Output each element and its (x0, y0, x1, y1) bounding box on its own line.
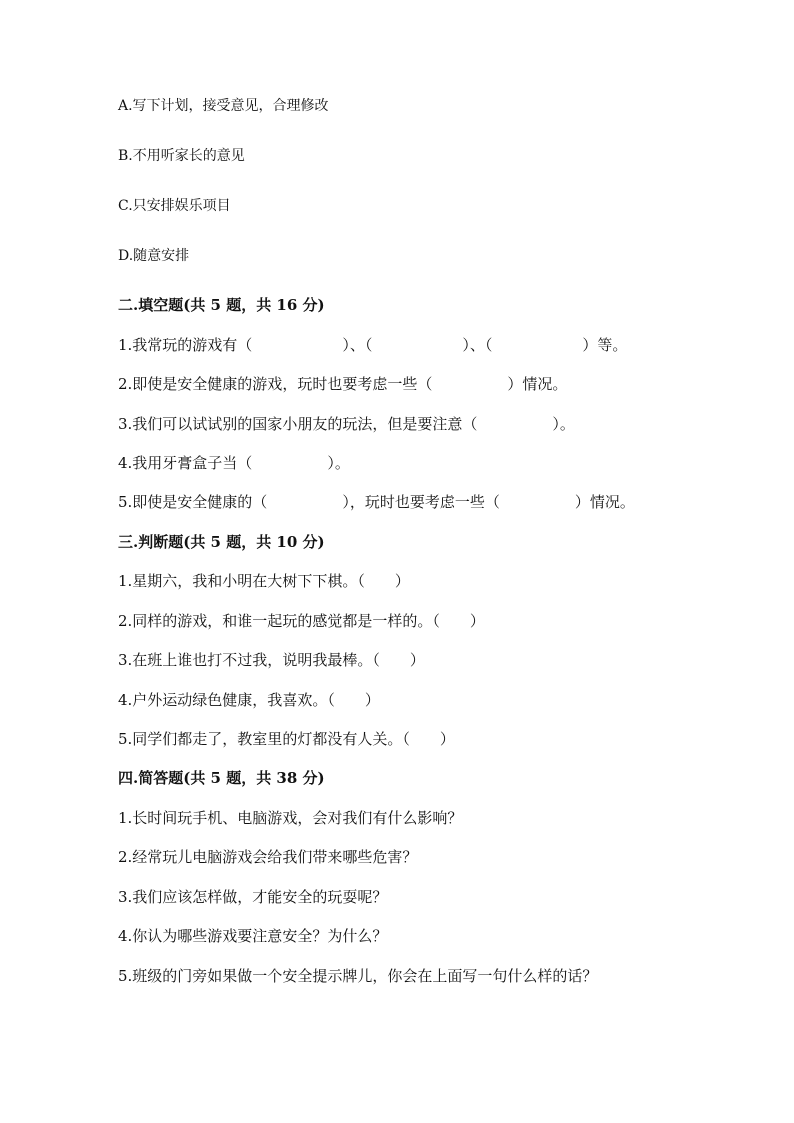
short-answer-item-3: 3.我们应该怎样做，才能安全的玩耍呢？ (118, 888, 388, 906)
section-heading-short-answer: 四.简答题(共 5 题，共 38 分) (118, 769, 325, 787)
section-heading-true-false: 三.判断题(共 5 题，共 10 分) (118, 533, 325, 551)
fill-blank-item-2: 2.即使是安全健康的游戏，玩时也要考虑一些（ ）情况。 (118, 375, 568, 393)
true-false-item-3: 3.在班上谁也打不过我，说明我最棒。（ ） (118, 651, 425, 669)
short-answer-item-2: 2.经常玩儿电脑游戏会给我们带来哪些危害？ (118, 848, 418, 866)
true-false-item-1: 1.星期六，我和小明在大树下下棋。（ ） (118, 572, 410, 590)
choice-option-c: C.只安排娱乐项目 (118, 198, 231, 214)
section-heading-fill-blank: 二.填空题(共 5 题，共 16 分) (118, 296, 325, 314)
true-false-item-5: 5.同学们都走了，教室里的灯都没有人关。（ ） (118, 730, 455, 748)
choice-option-b: B.不用听家长的意见 (118, 148, 245, 164)
choice-option-d: D.随意安排 (118, 248, 190, 264)
short-answer-item-5: 5.班级的门旁如果做一个安全提示牌儿，你会在上面写一句什么样的话？ (118, 967, 598, 985)
fill-blank-item-3: 3.我们可以试试别的国家小朋友的玩法，但是要注意（ ）。 (118, 415, 575, 433)
fill-blank-item-5: 5.即使是安全健康的（ ），玩时也要考虑一些（ ）情况。 (118, 493, 635, 511)
fill-blank-item-4: 4.我用牙膏盒子当（ ）。 (118, 454, 350, 472)
choice-option-a: A.写下计划，接受意见，合理修改 (118, 98, 329, 114)
short-answer-item-4: 4.你认为哪些游戏要注意安全？为什么？ (118, 927, 388, 945)
short-answer-item-1: 1.长时间玩手机、电脑游戏，会对我们有什么影响？ (118, 809, 463, 827)
true-false-item-2: 2.同样的游戏，和谁一起玩的感觉都是一样的。（ ） (118, 612, 485, 630)
fill-blank-item-1: 1.我常玩的游戏有（ ）、（ ）、（ ）等。 (118, 336, 628, 354)
true-false-item-4: 4.户外运动绿色健康，我喜欢。（ ） (118, 691, 380, 709)
